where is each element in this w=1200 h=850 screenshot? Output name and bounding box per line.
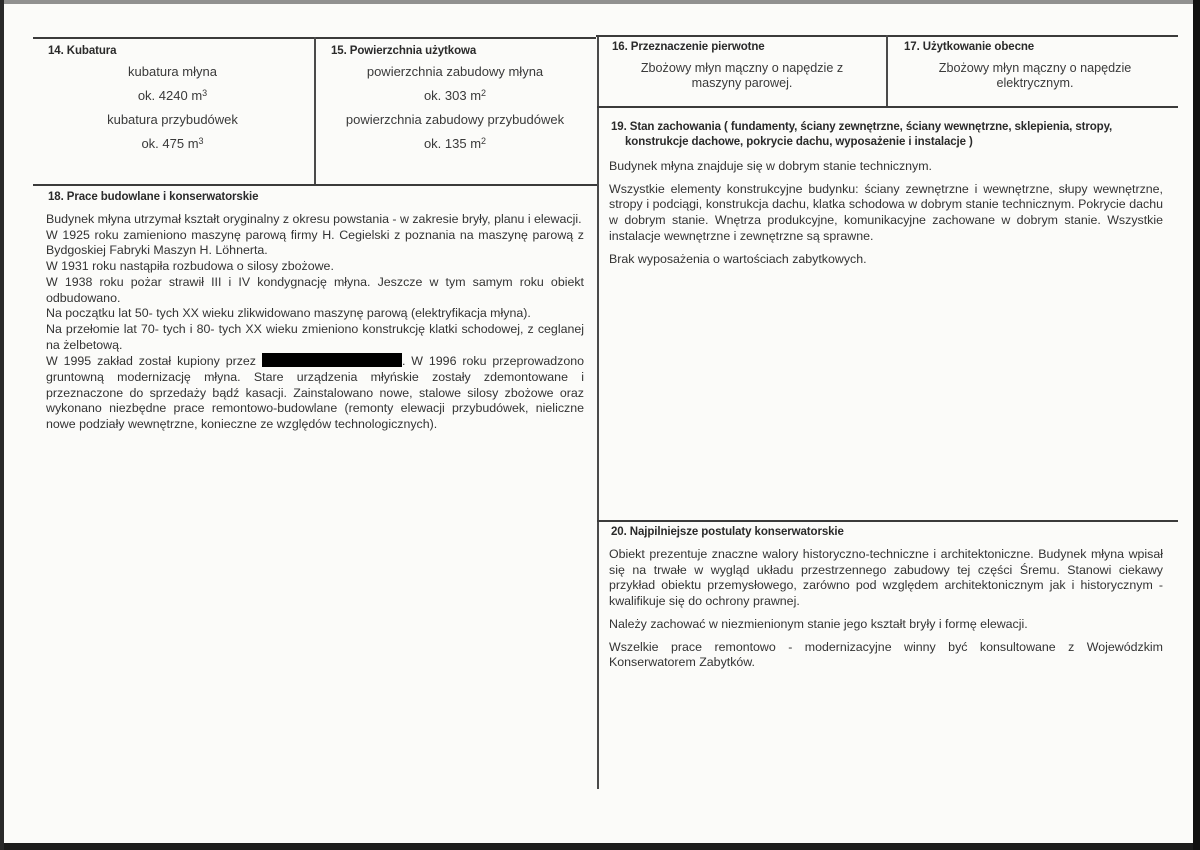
divider-14-15 xyxy=(314,37,316,185)
prace-text xyxy=(46,212,584,433)
scan-edge-bottom xyxy=(0,843,1200,850)
stan-paragraph: Budynek młyna znajduje się w dobrym stanie technicznym. xyxy=(609,159,932,173)
uzytkowanie-line-1: Zbożowy młyn mączny o napędzie xyxy=(938,61,1132,75)
powierzchnia-values xyxy=(320,60,590,156)
prace-paragraph: Na początku lat 50- tych XX wieku zlikwidowano maszynę parową (elektryfikacja młyna). xyxy=(46,306,531,321)
scan-edge-left xyxy=(0,0,4,850)
rule-below-16-17 xyxy=(597,106,1178,108)
prace-paragraph: W 1925 roku zamieniono maszynę parową firmy H. Cegielski z poznania na maszynę parową z Bydgoskiej Fabryki Maszyn H. Löhnerta. xyxy=(46,227,584,258)
postulaty-paragraph: Wszelkie prace remontowo - modernizacyjne winny być konsultowane z Wojewódzkim Konserwatorem Zabytków. xyxy=(609,639,1163,670)
kubatura-przybudowek-label: kubatura przybudówek xyxy=(107,112,238,127)
kubatura-przybudowek-value: ok. 475 $m^3$ xyxy=(141,136,204,151)
przeznaczenie-line-1: Zbożowy młyn mączny o napędzie z xyxy=(640,61,844,75)
kubatura-mlyna-label: kubatura młyna xyxy=(128,64,217,79)
section-title-kubatura: 14. Kubatura xyxy=(48,45,117,57)
przeznaczenie-text xyxy=(600,61,884,91)
divider-left-right xyxy=(597,37,599,789)
prace-paragraph: Na przełomie lat 70- tych i 80- tych XX wieku zmieniono konstrukcję klatki schodowej, z ceglanej na żelbetową. xyxy=(46,321,584,352)
section-title-postulaty: 20. Najpilniejsze postulaty konserwatorskie xyxy=(611,526,844,538)
rule-below-14-15 xyxy=(33,184,597,186)
divider-16-17 xyxy=(886,35,888,107)
stan-paragraph: Brak wyposażenia o wartościach zabytkowych. xyxy=(609,251,867,266)
uzytkowanie-text xyxy=(890,61,1180,91)
prace-paragraph-redacted xyxy=(46,353,584,433)
przeznaczenie-line-2: maszyny parowej. xyxy=(691,76,793,90)
uzytkowanie-line-2: elektrycznym. xyxy=(996,76,1074,90)
section-title-stan-line2: konstrukcje dachowe, pokrycie dachu, wyposażenie i instalacje ) xyxy=(625,136,973,148)
prace-paragraph: W 1938 roku pożar strawił III i IV kondygnację młyna. Jeszcze w tym samym roku obiekt odbudowano. xyxy=(46,274,584,305)
section-title-stan-line1: 19. Stan zachowania ( fundamenty, ściany zewnętrzne, ściany wewnętrzne, sklepienia, stropy, xyxy=(611,121,1113,133)
section-title-powierzchnia: 15. Powierzchnia użytkowa xyxy=(331,45,477,57)
prace-text-before-redaction: W 1995 zakład został kupiony przez xyxy=(46,354,257,369)
stan-text xyxy=(609,159,1163,267)
postulaty-text xyxy=(609,547,1163,671)
section-title-prace: 18. Prace budowlane i konserwatorskie xyxy=(48,191,259,203)
section-title-uzytkowanie: 17. Użytkowanie obecne xyxy=(904,41,1035,53)
prace-paragraph: Budynek młyna utrzymał kształt oryginalny z okresu powstania - w zakresie bryły, planu i elewacji. xyxy=(46,212,582,226)
kubatura-mlyna-value: ok. 4240 $m^3$ xyxy=(137,88,208,103)
prace-paragraph: W 1931 roku nastąpiła rozbudowa o silosy zbożowe. xyxy=(46,259,334,274)
postulaty-paragraph: Obiekt prezentuje znaczne walory historyczno-techniczne i architektoniczne. Budynek młyna wpisał się na trwałe w wygląd układu przestrzennego zabudowy tej części Śremu. Stanowi ciekawy przykład obiektu przemysłowego, zarówno pod względem architektonicznym jak i historycznym - kwalifikuje się do ochrony prawnej. xyxy=(609,547,1163,609)
powierzchnia-mlyna-label: powierzchnia zabudowy młyna xyxy=(366,64,544,79)
powierzchnia-mlyna-value: ok. 303 $m^2$ xyxy=(423,88,487,103)
rule-above-20 xyxy=(597,520,1178,522)
scan-edge-top xyxy=(0,0,1200,4)
redaction-bar xyxy=(262,353,402,367)
powierzchnia-przybudowek-label: powierzchnia zabudowy przybudówek xyxy=(345,112,565,127)
section-title-przeznaczenie: 16. Przeznaczenie pierwotne xyxy=(612,41,765,53)
scan-edge-right xyxy=(1193,0,1200,850)
powierzchnia-przybudowek-value: ok. 135 $m^2$ xyxy=(423,136,487,151)
stan-paragraph: Wszystkie elementy konstrukcyjne budynku: ściany zewnętrzne i wewnętrzne, słupy wewnętrzne, stropy i podciągi, konstrukcja dachu, klatka schodowa w dobrym stanie technicznym. Pokrycie dachu w dobrym stanie. Wnętrza produkcyjne, komunikacyjne zachowane w dobrym stanie. Wszystkie instalacje wewnętrzne i zewnętrzne są sprawne. xyxy=(609,181,1163,243)
kubatura-values xyxy=(40,60,305,156)
postulaty-paragraph: Należy zachować w niezmienionym stanie jego kształt bryły i formę elewacji. xyxy=(609,616,1028,631)
prace-text-after-redaction: . W 1996 roku przeprowadzono gruntowną modernizację młyna. Stare urządzenia młyńskie zostały zdemontowane i przeznaczone do sprzedaży bądź kasacji. Zainstalowano nowe, stalowe silosy zbożowe oraz wykonano niezbędne prace remontowo-budowlane (remonty elewacji przybudówek, nieliczne nowe podziały wewnętrzne, konieczne ze względów technologicznych). xyxy=(46,354,584,432)
